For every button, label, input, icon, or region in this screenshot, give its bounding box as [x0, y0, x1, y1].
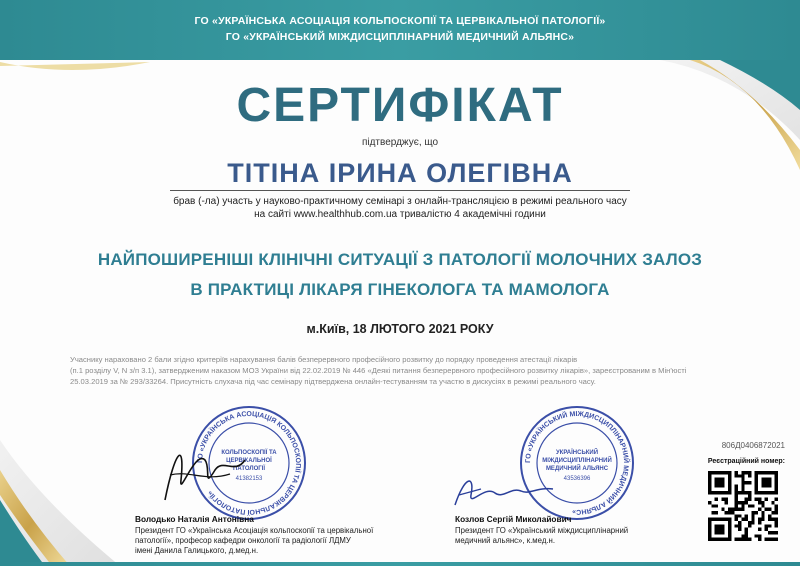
- qr-code[interactable]: [708, 471, 778, 541]
- left-signatory-title-2: патології», професор кафедри онкології та радіології ЛДМУ: [135, 536, 351, 545]
- svg-text:МІЖДИСЦИПЛІНАРНИЙ: МІЖДИСЦИПЛІНАРНИЙ: [542, 458, 612, 464]
- registry-code: 806Д0406872021: [721, 441, 785, 450]
- svg-text:ЦЕРВІКАЛЬНОЇ: ЦЕРВІКАЛЬНОЇ: [226, 458, 272, 464]
- right-signatory-title-2: медичний альянс», к.мед.н.: [455, 536, 556, 545]
- participation-line-1: брав (-ла) участь у науково-практичному семінарі з онлайн-трансляцією в режимі реального часу: [173, 196, 627, 207]
- svg-text:ГО «УКРАЇНСЬКИЙ МІЖДИСЦИПЛІНАР: ГО «УКРАЇНСЬКИЙ МІЖДИСЦИПЛІНАРНИЙ МЕДИЧНИЙ АЛЬЯНС»: [524, 410, 630, 516]
- svg-text:ПАТОЛОГІЇ: ПАТОЛОГІЇ: [233, 466, 265, 472]
- header-organization-1: ГО «УКРАЇНСЬКА АСОЦІАЦІЯ КОЛЬПОСКОПІЇ ТА ЦЕРВІКАЛЬНОЇ ПАТОЛОГІЇ»: [194, 15, 606, 27]
- right-signatory-title-1: Президент ГО «Український міждисциплінарний: [455, 526, 629, 535]
- certificate-title: СЕРТИФІКАТ: [236, 79, 564, 132]
- seminar-topic-line-1: НАЙПОШИРЕНІШІ КЛІНІЧНІ СИТУАЦІЇ З ПАТОЛОГІЇ МОЛОЧНИХ ЗАЛОЗ: [97, 250, 703, 269]
- event-date: м.Київ, 18 ЛЮТОГО 2021 РОКУ: [306, 322, 494, 336]
- registry-label: Реєстраційний номер:: [707, 458, 785, 465]
- svg-text:УКРАЇНСЬКИЙ: УКРАЇНСЬКИЙ: [555, 450, 599, 456]
- credits-note-line-3: 25.03.2019 за № 293/33264. Присутність слухача під час семінару підтверджена онлайн-тестуванням та участю в дискусіях в режимі реального часу.: [70, 377, 596, 386]
- svg-text:КОЛЬПОСКОПІЇ ТА: КОЛЬПОСКОПІЇ ТА: [221, 450, 277, 456]
- credits-note-line-2: (п.1 розділу V, N з/п 3.1), затвердженим наказом МОЗ України від 22.02.2019 № 446 «Деякі питання безперервного професійного розвитку лікарів», зареєстрованим в Мін'юсті: [70, 366, 687, 375]
- participation-line-2: на сайті www.healthhub.com.ua тривалістю 4 академічні години: [254, 209, 546, 220]
- seminar-topic-line-2: В ПРАКТИЦІ ЛІКАРЯ ГІНЕКОЛОГА ТА МАМОЛОГА: [190, 280, 610, 299]
- right-signature: [445, 465, 565, 515]
- svg-text:41382153: 41382153: [235, 476, 263, 482]
- left-signatory-title-3: імені Данила Галицького, д.мед.н.: [135, 546, 259, 555]
- credits-note-line-1: Учаснику нараховано 2 бали згідно критеріїв нарахування балів безперервного професійного розвитку до порядку проведення атестації лікарів: [70, 355, 578, 364]
- svg-text:МЕДИЧНИЙ АЛЬЯНС: МЕДИЧНИЙ АЛЬЯНС: [545, 466, 609, 472]
- left-signatory-name: Володько Наталія Антонівна: [135, 514, 254, 524]
- confirms-text: підтверджує, що: [361, 137, 439, 148]
- recipient-name: ТІТІНА ІРИНА ОЛЕГІВНА: [227, 158, 573, 188]
- svg-text:43536396: 43536396: [563, 476, 591, 482]
- header-organization-2: ГО «УКРАЇНСЬКИЙ МІЖДИСЦИПЛІНАРНИЙ МЕДИЧНИЙ АЛЬЯНС»: [225, 31, 575, 43]
- left-signatory-title-1: Президент ГО «Українська Асоціація кольпоскопії та цервікальної: [135, 526, 374, 535]
- left-signature: [145, 430, 265, 510]
- name-underline: [170, 190, 630, 191]
- svg-text:ГО «УКРАЇНСЬКА АСОЦІАЦІЯ КОЛЬП: ГО «УКРАЇНСЬКА АСОЦІАЦІЯ КОЛЬПОСКОПІЇ ТА ЦЕРВІКАЛЬНОЇ ПАТОЛОГІЇ»: [196, 410, 302, 516]
- right-signatory-name: Козлов Сергій Миколайович: [455, 514, 572, 524]
